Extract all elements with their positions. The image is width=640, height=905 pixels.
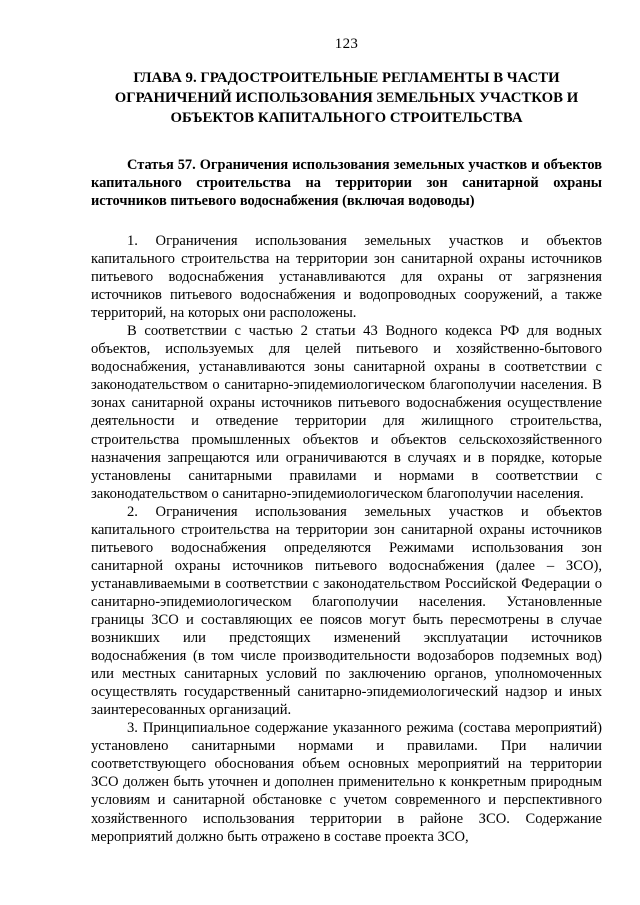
paragraph: 1. Ограничения использования земельных участков и объектов капитального строительства на территории зон санитарной охраны источников питьевого водоснабжения устанавливаются для охраны от загрязнения источников питьевого водоснабжения и водопроводных сооружений, а также территорий, на которых они расположены.: [91, 233, 602, 322]
paragraph: 2. Ограничения использования земельных участков и объектов капитального строительства на территории зон санитарной охраны источников питьевого водоснабжения определяются Режимами использования зон санитарной охраны источников питьевого водоснабжения (далее – ЗСО), устанавливаемыми в соответствии с законодательством Российской Федерации о санитарно-эпидемиологическом благополучии населения. Установленные границы ЗСО и составляющих ее поясов могут быть пересмотрены в случае возникших или предстоящих изменений эксплуатации источников водоснабжения (в том числе производительности водозаборов подземных вод) или местных санитарных условий по заключению органов, уполномоченных осуществлять государственный санитарно-эпидемиологический надзор и иных заинтересованных организаций.: [91, 503, 602, 719]
paragraph: В соответствии с частью 2 статьи 43 Водного кодекса РФ для водных объектов, используемых для целей питьевого и хозяйственно-бытового водоснабжения, устанавливаются зоны санитарной охраны в соответствии с законодательством о санитарно-эпидемиологическом благополучии населения. В зонах санитарной охраны источников питьевого водоснабжения осуществление деятельности и отведение территории для жилищного строительства, строительства промышленных объектов и объектов сельскохозяйственного назначения запрещаются или ограничиваются в случаях и в порядке, которые установлены санитарными правилами и нормами в соответствии с законодательством о санитарно-эпидемиологическом благополучии населения.: [91, 323, 602, 502]
paragraph: 3. Принципиальное содержание указанного режима (состава мероприятий) установлено санитарными нормами и правилами. При наличии соответствующего обоснования объем основных мероприятий на территории ЗСО должен быть уточнен и дополнен применительно к конкретным природным условиям и санитарной обстановке с учетом современного и перспективного хозяйственного использования территории в районе ЗСО. Содержание мероприятий должно быть отражено в составе проекта ЗСО,: [91, 720, 602, 845]
chapter-title: ГЛАВА 9. ГРАДОСТРОИТЕЛЬНЫЕ РЕГЛАМЕНТЫ В ЧАСТИ ОГРАНИЧЕНИЙ ИСПОЛЬЗОВАНИЯ ЗЕМЕЛЬНЫХ УЧАСТКОВ И ОБЪЕКТОВ КАПИТАЛЬНОГО СТРОИТЕЛЬСТВА: [114, 70, 579, 126]
article-body: [91, 232, 602, 846]
article-title: Статья 57. Ограничения использования земельных участков и объектов капитального строительства на территории зон санитарной охраны источников питьевого водоснабжения (включая водоводы): [91, 157, 602, 209]
page-number: 123: [334, 36, 359, 52]
